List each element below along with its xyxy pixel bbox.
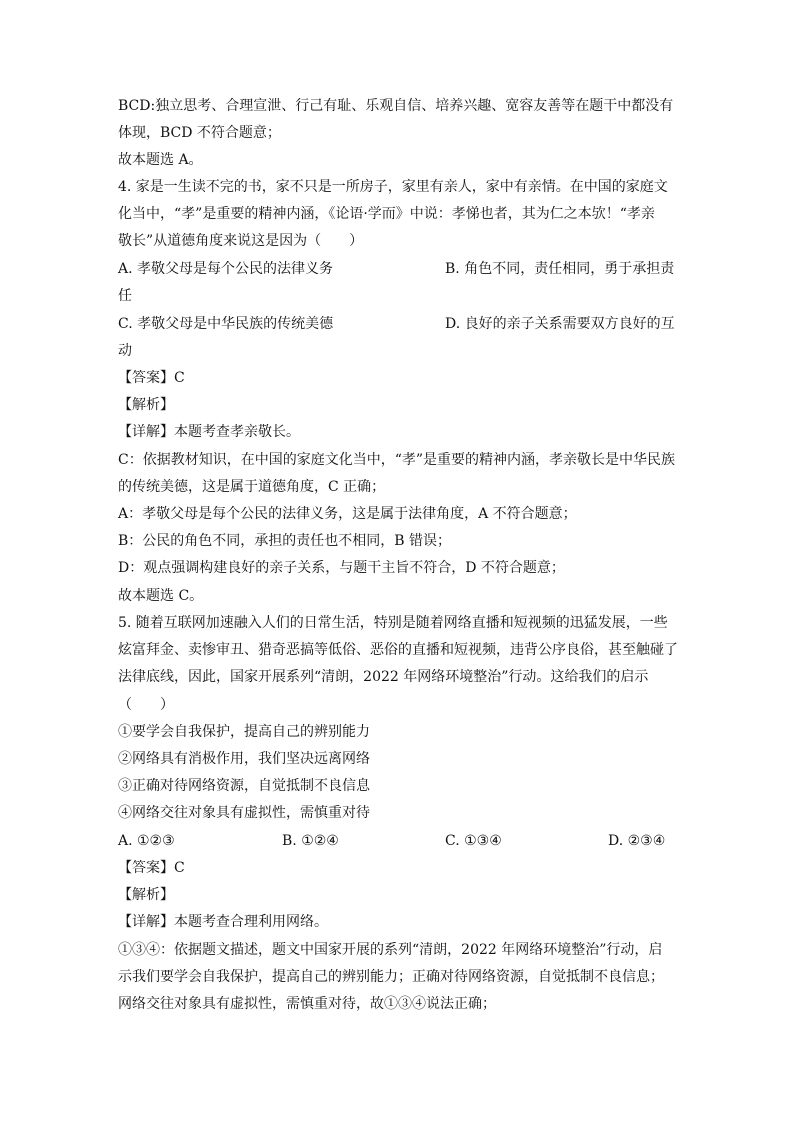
- q5-item: ④网络交往对象具有虚拟性，需慎重对待: [118, 805, 370, 821]
- q4-explanation: D：观点强调构建良好的亲子关系，与题干主旨不符合，D 不符合题意；: [118, 560, 565, 576]
- q5-item: ①要学会自我保护，提高自己的辨别能力: [118, 724, 370, 740]
- q4-conclusion: 故本题选 C。: [118, 588, 204, 604]
- q4-analysis-label: 【解析】: [118, 397, 174, 413]
- q4-option-d: D. 良好的亲子关系需要双方良好的互: [445, 316, 675, 332]
- q5-option-b: B. ①②④: [282, 833, 339, 849]
- q5-answer: 【答案】C: [118, 860, 185, 876]
- q5-option-c: C. ①③④: [445, 833, 502, 849]
- text-line: BCD:独立思考、合理宣泄、行己有耻、乐观自信、培养兴趣、宽容友善等在题干中都没有: [118, 98, 674, 114]
- question-4-stem: 4. 家是一生读不完的书，家不只是一所房子，家里有亲人，家中有亲情。在中国的家庭文: [118, 179, 668, 195]
- q5-item: ②网络具有消极作用，我们坚决远离网络: [118, 751, 370, 767]
- q4-answer: 【答案】C: [118, 370, 185, 386]
- question-5-stem: 5. 随着互联网加速融入人们的日常生活，特别是随着网络直播和短视频的迅猛发展，一些: [118, 615, 668, 631]
- text-line: 体现，BCD 不符合题意；: [118, 125, 281, 141]
- question-5-stem: （ ）: [118, 697, 174, 713]
- q5-detail: 【详解】本题考查合理利用网络。: [118, 914, 328, 930]
- q4-option-a: A. 孝敬父母是每个公民的法律义务: [118, 261, 334, 277]
- text-line: 故本题选 A。: [118, 152, 203, 168]
- q5-item: ③正确对待网络资源，自觉抵制不良信息: [118, 778, 370, 794]
- q4-explanation: 的传统美德，这是属于道德角度，C 正确；: [118, 479, 386, 495]
- q4-explanation: C：依据教材知识，在中国的家庭文化当中，“孝”是重要的精神内涵，孝亲敬长是中华民族: [118, 452, 676, 468]
- q5-explanation: 网络交往对象具有虚拟性，需慎重对待，故①③④说法正确；: [118, 996, 496, 1012]
- q4-detail: 【详解】本题考查孝亲敬长。: [118, 424, 300, 440]
- question-4-stem: 化当中，“孝”是重要的精神内涵，《论语·学而》中说：孝悌也者，其为仁之本欤！“孝亲: [118, 206, 655, 222]
- q4-option-b: B. 角色不同，责任相同，勇于承担责: [445, 261, 675, 277]
- q5-explanation: 示我们要学会自我保护，提高自己的辨别能力；正确对待网络资源，自觉抵制不良信息；: [118, 969, 664, 985]
- question-5-stem: 炫富拜金、卖惨审丑、猎奇恶搞等低俗、恶俗的直播和短视频，违背公序良俗，甚至触碰了: [118, 642, 678, 658]
- q4-explanation: B：公民的角色不同，承担的责任也不相同，B 错误；: [118, 533, 452, 549]
- question-5-stem: 法律底线，因此，国家开展系列“清朗，2022 年网络环境整治”行动。这给我们的启示: [118, 669, 649, 685]
- q5-analysis-label: 【解析】: [118, 887, 174, 903]
- q4-explanation: A：孝敬父母是每个公民的法律义务，这是属于法律角度，A 不符合题意；: [118, 506, 577, 522]
- q4-option-c: C. 孝敬父母是中华民族的传统美德: [118, 316, 334, 332]
- q4-option-b-cont: 任: [118, 288, 132, 304]
- q5-option-a: A. ①②③: [118, 833, 175, 849]
- q5-explanation: ①③④：依据题文描述，题文中国家开展的系列“清朗，2022 年网络环境整治”行动，启: [118, 942, 663, 958]
- question-4-stem: 敬长”从道德角度来说这是因为（ ）: [118, 233, 364, 249]
- q4-option-d-cont: 动: [118, 343, 132, 359]
- q5-option-d: D. ②③④: [608, 833, 666, 849]
